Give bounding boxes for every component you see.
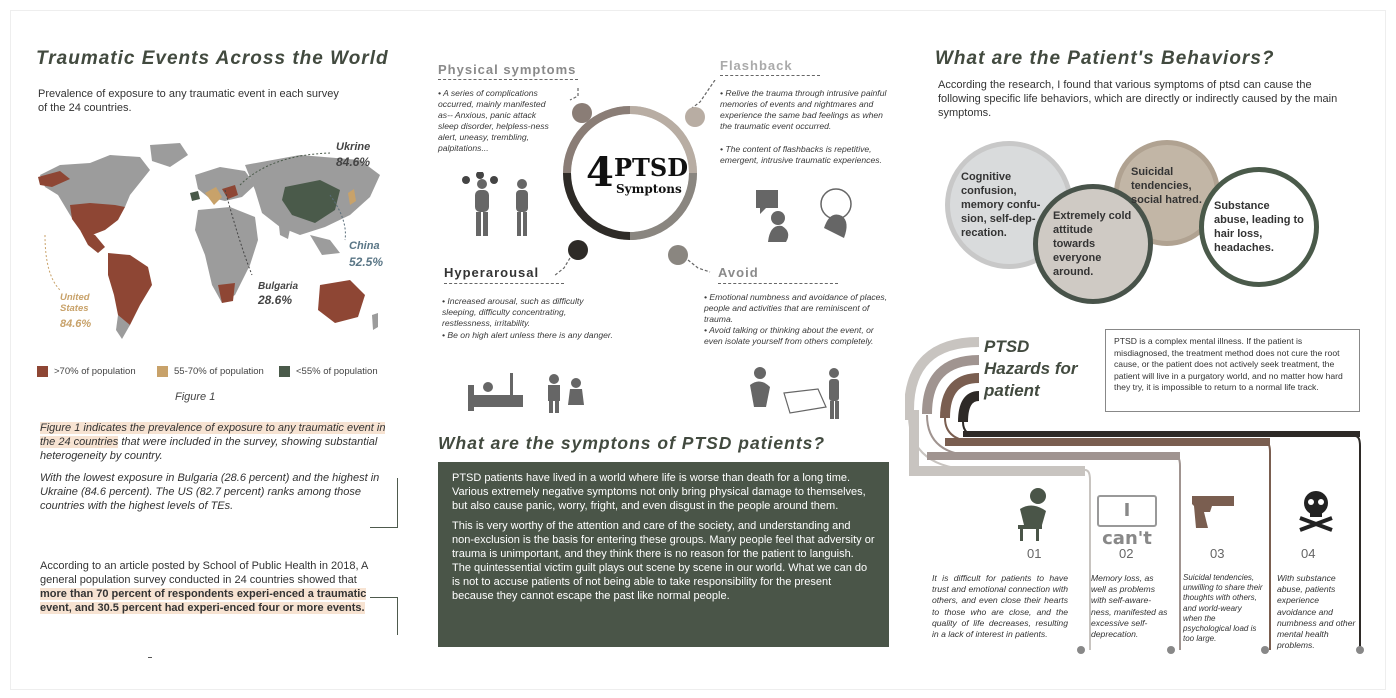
label-china-value: 52.5%	[349, 255, 384, 269]
figure-description	[40, 421, 400, 463]
label-bulgaria-name: Bulgaria	[258, 281, 299, 292]
symptoms-section-title: What are the symptons of PTSD patients?	[438, 433, 826, 453]
legend-label-mid: 55-70% of population	[174, 366, 264, 377]
hazard-text-4: With substance abuse, patients experience avoidance and numbness and other mental health problems.	[1277, 573, 1356, 651]
avoid-title: Avoid	[718, 265, 759, 280]
label-us-value: 84.6%	[60, 318, 92, 330]
corner-decoration-2	[370, 597, 398, 635]
symptoms-paragraph-1: PTSD patients have lived in a world where life is worse than death for a long time. Various extremely negative symptoms not only bring physical damage to themselves, but also cause panic, worry, fright, and even disgust in the people around them.	[452, 472, 866, 512]
map-nz	[372, 313, 378, 330]
i-cant-text: I can't	[1102, 500, 1152, 549]
avoid-text-1: • Emotional numbness and avoidance of places, people and activities that are reminiscent of trauma.	[704, 292, 888, 324]
hazards-title-line-1: PTSD	[984, 337, 1030, 356]
hazards-title-line-2: Hazards for	[984, 359, 1078, 378]
label-bulgaria-value: 28.6%	[258, 293, 293, 307]
avoid-underline	[718, 283, 838, 284]
hazard-num-4: 04	[1301, 546, 1316, 561]
map-india	[278, 217, 292, 239]
legend-label-low: <55% of population	[296, 366, 378, 377]
label-us-name: United States	[60, 292, 90, 314]
skull-icon	[1296, 488, 1336, 532]
hazard-num-2: 02	[1119, 546, 1134, 561]
world-subtitle: Prevalence of exposure to any traumatic event in each survey of the 24 countries.	[38, 88, 339, 114]
map-europe-green	[190, 191, 200, 201]
avoid-text-2: • Avoid talking or thinking about the event, or even isolate yourself from others completely.	[704, 325, 874, 346]
dot-hyperarousal	[568, 240, 588, 260]
figure-description-rest: that were included in the survey, showing substantial heterogeneity by country.	[40, 436, 378, 462]
hazards-title	[984, 336, 1078, 402]
dot-avoid	[668, 245, 688, 265]
article-text	[40, 559, 380, 615]
corner-decoration	[370, 478, 398, 528]
hazard-num-1: 01	[1027, 546, 1042, 561]
legend-swatch-mid	[157, 366, 168, 377]
label-ukraine-name: Ukrine	[336, 141, 371, 153]
hazards-note: PTSD is a complex mental illness. If the patient is misdiagnosed, the treatment method does not cure the root cause, or the patient does not actively seek treatment, the patient will live in a purgatory world, and no matter how hard they try, it is impossible to return to a normal life track.	[1105, 329, 1360, 412]
article-text-main: According to an article posted by School of Public Health in 2018, A general population survey conducted in 24 countries showed that	[40, 560, 368, 586]
hazard-num-3: 03	[1210, 546, 1225, 561]
label-ukraine-value: 84.6%	[336, 155, 371, 169]
behavior-bubble-4	[1199, 167, 1319, 287]
symptoms-paragraph-2: This is very worthy of the attention and care of the society, and understanding and non-exclusion is the basis for entering these groups. Many people feel that adversity or trauma is unimportant, and they think there is no reason for the patient to languish. The quintessential victim guilt plays out scene by scene in our world. What we can do is not to accuse patients of not being able to take responsibility for the present because they cannot escape the past like normal people.	[452, 520, 875, 602]
legend-swatch-high	[37, 366, 48, 377]
behavior-bubble-4-text: Substance abuse, leading to hair loss, headaches.	[1214, 200, 1304, 254]
behaviors-subtitle: According the research, I found that various symptoms of ptsd can cause the following specific life behaviors, which are directly or indirectly caused by the main symptoms.	[938, 79, 1338, 119]
world-title: Traumatic Events Across the World	[36, 48, 389, 69]
hyperarousal-text-1: • Increased arousal, such as difficulty sleeping, difficulty concentrating, restlessness, irritability.	[442, 296, 584, 328]
hyperarousal-icon	[466, 365, 591, 415]
hazard-text-1: It is difficult for patients to have trust and emotional connection with others, and even close their hearts to those who are close, and the quality of life decreases, resulting in a lack of interest in patients.	[932, 573, 1068, 640]
behaviors-title: What are the Patient's Behaviors?	[935, 48, 1275, 69]
flashback-title: Flashback	[720, 58, 793, 73]
map-australia	[318, 280, 365, 323]
label-china-name: China	[349, 240, 380, 252]
physical-text: • A series of complications occurred, mainly manifested as-- Anxious, panic attack sleep disorder, helpless-ness alert, uneasy, trembling, palpitations...	[438, 88, 549, 153]
map-greenland	[150, 143, 188, 167]
hyperarousal-title: Hyperarousal	[444, 265, 540, 280]
flashback-icon	[748, 180, 858, 245]
article-text-highlight: more than 70 percent of respondents experi-enced a traumatic event, and 30.5 percent had experi-enced four or more events.	[40, 588, 367, 614]
legend-item-low	[279, 366, 378, 377]
sad-person-icon	[1012, 487, 1056, 541]
gun-icon	[1190, 492, 1238, 530]
map-se-asia	[310, 235, 340, 255]
hazard-text-2: Memory loss, as well as problems with self-aware-ness, manifested as excessive self-deprecation.	[1091, 573, 1168, 640]
hazards-title-line-3: patient	[984, 381, 1040, 400]
tick-mark	[148, 657, 152, 658]
ranks-text: With the lowest exposure in Bulgaria (28.6 percent) and the highest in Ukraine (84.6 percent). The US (82.7 percent) ranks among those countries with the highest levels of TEs.	[40, 472, 380, 512]
flashback-text-1: • Relive the trauma through intrusive painful memories of events and nightmares and experience the same bad feelings as when the traumatic event occurred.	[720, 88, 887, 131]
behavior-bubble-3-text: Suicidal tendencies, social hatred.	[1131, 166, 1202, 206]
figure-description-highlight: Figure 1 indicates the prevalence of exposure to any traumatic event in the 24 countries	[40, 422, 386, 448]
symptoms-description-box	[438, 462, 889, 647]
center-number: 4	[586, 149, 614, 196]
physical-title: Physical symptoms	[438, 62, 577, 77]
center-subtitle: Symptons	[616, 182, 682, 196]
i-cant-sign	[1097, 495, 1157, 549]
behavior-bubble-1-text: Cognitive confusion, memory confu-sion, self-dep-recation.	[961, 171, 1041, 239]
map-europe	[195, 167, 255, 201]
hyperarousal-text-2: • Be on high alert unless there is any danger.	[442, 330, 613, 340]
map-south-america	[108, 253, 152, 335]
center-ptsd: PTSD	[614, 153, 689, 182]
legend-item-mid	[157, 366, 264, 377]
avoid-icon	[746, 363, 846, 421]
legend-item-high	[37, 366, 136, 377]
legend-swatch-low	[279, 366, 290, 377]
behavior-bubble-2-text: Extremely cold attitude towards everyone around.	[1053, 210, 1132, 278]
map-usa	[70, 203, 125, 235]
flashback-text-2: • The content of flashbacks is repetitive, emergent, intrusive traumatic experiences.	[720, 144, 882, 165]
hyperarousal-underline	[444, 283, 564, 284]
figure-caption: Figure 1	[175, 391, 216, 403]
hazard-text-3: Suicidal tendencies, unwilling to share their thoughts with others, and world-weary when the psychological load is too large.	[1183, 573, 1263, 644]
physical-people-icon	[456, 172, 546, 242]
flashback-underline	[720, 75, 820, 76]
legend-label-high: >70% of population	[54, 366, 136, 377]
